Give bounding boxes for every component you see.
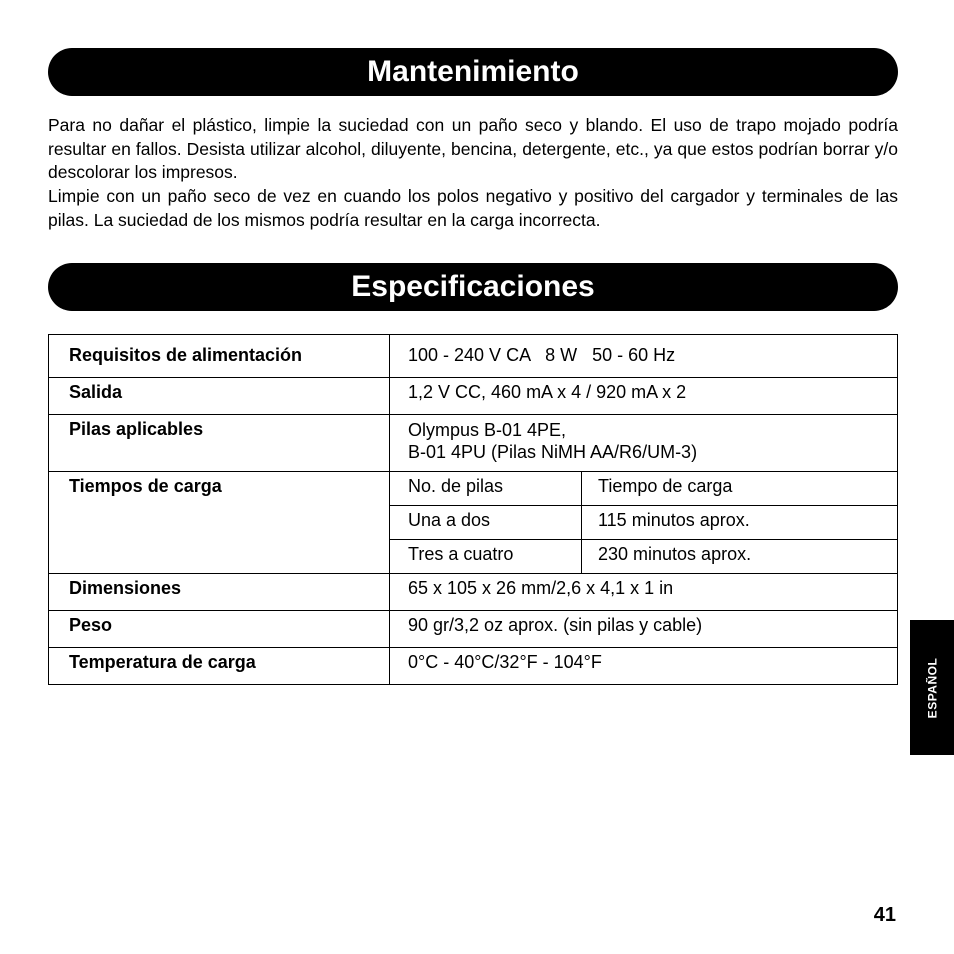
spec-row-temperature	[49, 648, 898, 685]
subtable-cell: 115 minutos aprox.	[598, 510, 750, 530]
subtable-cell: Una a dos	[390, 506, 582, 539]
spec-label: Tiempos de carga	[49, 472, 390, 574]
spec-value: 90 gr/3,2 oz aprox. (sin pilas y cable)	[390, 611, 898, 648]
subtable-row	[390, 506, 897, 540]
spec-row-batteries	[49, 415, 898, 472]
spec-label: Pilas aplicables	[49, 415, 390, 472]
subtable-cell: No. de pilas	[390, 472, 582, 505]
specifications-table	[48, 334, 898, 685]
spec-value: 65 x 105 x 26 mm/2,6 x 4,1 x 1 in	[390, 574, 898, 611]
spec-row-dimensions	[49, 574, 898, 611]
spec-row-output	[49, 378, 898, 415]
subtable-cell: Tiempo de carga	[598, 476, 733, 496]
spec-label: Dimensiones	[49, 574, 390, 611]
spec-value-line-1: Olympus B-01 4PE,	[408, 420, 567, 440]
spec-row-weight	[49, 611, 898, 648]
charging-times-subtable	[390, 472, 898, 574]
spec-label-text: Salida	[69, 382, 123, 402]
language-label: ESPAÑOL	[925, 657, 939, 718]
spec-value: 100 - 240 V CA 8 W 50 - 60 Hz	[390, 335, 898, 378]
specifications-heading: Especificaciones	[48, 263, 898, 311]
spec-label: Peso	[49, 611, 390, 648]
page-number: 41	[873, 904, 896, 926]
subtable-cell: Tres a cuatro	[390, 540, 582, 573]
maintenance-paragraph-1: Para no dañar el plástico, limpie la suciedad con un paño seco y blando. El uso de trapo mojado podría resultar en fallos. Desista utilizar alcohol, diluyente, bencina, detergente, etc., ya que estos podrían borrar y/o descolorar los impresos.	[48, 115, 898, 182]
maintenance-heading: Mantenimiento	[48, 48, 898, 96]
maintenance-paragraph-2: Limpie con un paño seco de vez en cuando los polos negativo y positivo del cargador y terminales de las pilas. La suciedad de los mismos podría resultar en la carga incorrecta.	[48, 186, 898, 230]
spec-value: 0°C - 40°C/32°F - 104°F	[390, 648, 898, 685]
language-side-tab	[910, 620, 954, 755]
spec-value-line-2: B-01 4PU (Pilas NiMH AA/R6/UM-3)	[408, 442, 698, 462]
spec-row-charging-times	[49, 472, 898, 574]
spec-value	[390, 415, 898, 472]
subtable-header-row	[390, 472, 897, 506]
subtable-row	[390, 540, 897, 573]
spec-label: Temperatura de carga	[49, 648, 390, 685]
spec-value: 1,2 V CC, 460 mA x 4 / 920 mA x 2	[390, 378, 898, 415]
spec-row-power	[49, 335, 898, 378]
spec-label: Requisitos de alimentación	[49, 335, 390, 378]
spec-label	[49, 378, 390, 415]
subtable-cell: 230 minutos aprox.	[598, 544, 752, 564]
